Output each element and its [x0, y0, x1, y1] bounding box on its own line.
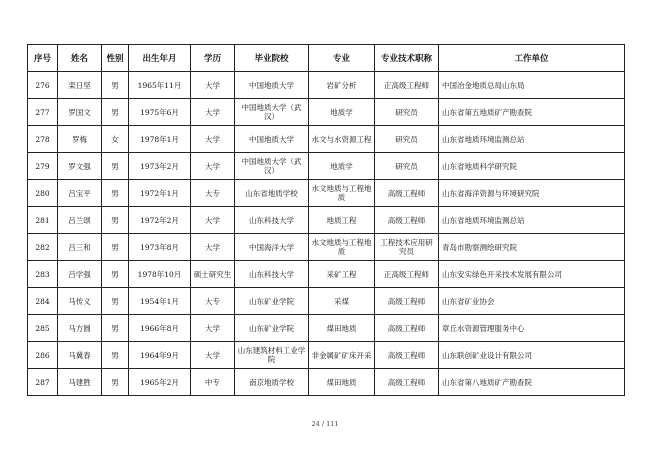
- cell-name: 栾日坚: [58, 72, 102, 99]
- cell-index: 283: [28, 261, 58, 288]
- cell-gender: 男: [102, 315, 129, 342]
- cell-name: 吕兰颂: [58, 207, 102, 234]
- cell-birth: 1954年1月: [129, 288, 191, 315]
- header-workplace: 工作单位: [439, 45, 625, 72]
- cell-name: 马传义: [58, 288, 102, 315]
- table-row: [28, 369, 625, 396]
- cell-index: 281: [28, 207, 58, 234]
- cell-index: 285: [28, 315, 58, 342]
- cell-school: 山东建筑材料工业学院: [235, 342, 309, 369]
- cell-gender: 男: [102, 369, 129, 396]
- cell-major: 采矿工程: [309, 261, 375, 288]
- cell-school: 中国地质大学（武汉）: [235, 99, 309, 126]
- cell-index: 282: [28, 234, 58, 261]
- cell-major: 岩矿分析: [309, 72, 375, 99]
- cell-gender: 男: [102, 153, 129, 180]
- cell-workplace: 山东省矿业协会: [439, 288, 625, 315]
- cell-birth: 1965年2月: [129, 369, 191, 396]
- cell-birth: 1975年6月: [129, 99, 191, 126]
- cell-title: 高级工程师: [375, 315, 439, 342]
- table-row: [28, 234, 625, 261]
- cell-name: 吕学强: [58, 261, 102, 288]
- cell-birth: 1972年1月: [129, 180, 191, 207]
- table-header-row: [28, 45, 625, 72]
- cell-name: 马方圆: [58, 315, 102, 342]
- cell-title: 高级工程师: [375, 369, 439, 396]
- cell-education: 大学: [191, 72, 235, 99]
- cell-education: 中专: [191, 369, 235, 396]
- cell-name: 马建胜: [58, 369, 102, 396]
- cell-workplace: 山东联创矿业设计有限公司: [439, 342, 625, 369]
- cell-school: 山东省地质学校: [235, 180, 309, 207]
- table-row: [28, 342, 625, 369]
- cell-workplace: 山东省第八地质矿产勘查院: [439, 369, 625, 396]
- cell-workplace: 山东省地质环境监测总站: [439, 126, 625, 153]
- cell-title: 研究员: [375, 99, 439, 126]
- table-row: [28, 180, 625, 207]
- cell-title: 高级工程师: [375, 180, 439, 207]
- cell-school: 中国海洋大学: [235, 234, 309, 261]
- cell-gender: 男: [102, 342, 129, 369]
- cell-name: 罗文强: [58, 153, 102, 180]
- table-row: [28, 315, 625, 342]
- cell-title: 高级工程师: [375, 342, 439, 369]
- personnel-table: [27, 44, 625, 396]
- cell-gender: 男: [102, 207, 129, 234]
- header-school: 毕业院校: [235, 45, 309, 72]
- cell-major: 水文与水资源工程: [309, 126, 375, 153]
- cell-workplace: 山东省地质科学研究院: [439, 153, 625, 180]
- cell-gender: 男: [102, 234, 129, 261]
- cell-school: 山东科技大学: [235, 207, 309, 234]
- cell-major: 地质学: [309, 153, 375, 180]
- cell-name: 吕宝平: [58, 180, 102, 207]
- cell-title: 正高级工程师: [375, 72, 439, 99]
- header-education: 学历: [191, 45, 235, 72]
- cell-title: 工程技术应用研究员: [375, 234, 439, 261]
- cell-index: 280: [28, 180, 58, 207]
- cell-major: 煤田地质: [309, 369, 375, 396]
- cell-title: 高级工程师: [375, 207, 439, 234]
- cell-gender: 男: [102, 261, 129, 288]
- cell-title: 正高级工程师: [375, 261, 439, 288]
- cell-education: 硕士研究生: [191, 261, 235, 288]
- cell-workplace: 山东省海洋资源与环境研究院: [439, 180, 625, 207]
- cell-title: 高级工程师: [375, 288, 439, 315]
- cell-gender: 男: [102, 288, 129, 315]
- cell-name: 马冀春: [58, 342, 102, 369]
- cell-workplace: 山东安实绿色开采技术发展有限公司: [439, 261, 625, 288]
- cell-index: 277: [28, 99, 58, 126]
- cell-major: 地质工程: [309, 207, 375, 234]
- cell-school: 中国地质大学: [235, 72, 309, 99]
- header-title: 专业技术职称: [375, 45, 439, 72]
- cell-birth: 1972年2月: [129, 207, 191, 234]
- table-row: [28, 126, 625, 153]
- cell-school: 山东科技大学: [235, 261, 309, 288]
- cell-index: 284: [28, 288, 58, 315]
- cell-birth: 1964年9月: [129, 342, 191, 369]
- cell-birth: 1965年11月: [129, 72, 191, 99]
- header-major: 专业: [309, 45, 375, 72]
- table-row: [28, 99, 625, 126]
- cell-index: 287: [28, 369, 58, 396]
- cell-workplace: 山东省第五地质矿产勘查院: [439, 99, 625, 126]
- cell-workplace: 山东省地质环境监测总站: [439, 207, 625, 234]
- cell-birth: 1978年1月: [129, 126, 191, 153]
- header-name: 姓名: [58, 45, 102, 72]
- table-row: [28, 72, 625, 99]
- cell-school: 中国地质大学（武汉）: [235, 153, 309, 180]
- table-body: [28, 72, 625, 396]
- cell-school: 山东矿业学院: [235, 288, 309, 315]
- cell-birth: 1973年8月: [129, 234, 191, 261]
- cell-index: 279: [28, 153, 58, 180]
- cell-school: 山东矿业学院: [235, 315, 309, 342]
- cell-gender: 女: [102, 126, 129, 153]
- cell-major: 水文地质与工程地质: [309, 180, 375, 207]
- header-birth: 出生年月: [129, 45, 191, 72]
- cell-education: 大学: [191, 234, 235, 261]
- cell-name: 罗国文: [58, 99, 102, 126]
- cell-education: 大学: [191, 126, 235, 153]
- cell-index: 278: [28, 126, 58, 153]
- table-row: [28, 261, 625, 288]
- table-row: [28, 288, 625, 315]
- cell-education: 大学: [191, 207, 235, 234]
- table-row: [28, 207, 625, 234]
- cell-workplace: 章丘水资源管理服务中心: [439, 315, 625, 342]
- cell-major: 采煤: [309, 288, 375, 315]
- header-gender: 性别: [102, 45, 129, 72]
- cell-education: 大专: [191, 180, 235, 207]
- cell-school: 南京地质学校: [235, 369, 309, 396]
- cell-workplace: 青岛市勘察测绘研究院: [439, 234, 625, 261]
- cell-workplace: 中国冶金地质总局山东局: [439, 72, 625, 99]
- cell-birth: 1978年10月: [129, 261, 191, 288]
- cell-education: 大专: [191, 288, 235, 315]
- cell-gender: 男: [102, 72, 129, 99]
- cell-major: 煤田地质: [309, 315, 375, 342]
- cell-name: 吕三和: [58, 234, 102, 261]
- cell-birth: 1966年8月: [129, 315, 191, 342]
- cell-index: 286: [28, 342, 58, 369]
- cell-education: 大学: [191, 153, 235, 180]
- cell-title: 研究员: [375, 153, 439, 180]
- cell-index: 276: [28, 72, 58, 99]
- cell-gender: 男: [102, 99, 129, 126]
- cell-school: 中国地质大学: [235, 126, 309, 153]
- cell-birth: 1973年2月: [129, 153, 191, 180]
- cell-education: 大学: [191, 99, 235, 126]
- cell-major: 地质学: [309, 99, 375, 126]
- table-row: [28, 153, 625, 180]
- cell-education: 大学: [191, 315, 235, 342]
- cell-education: 大学: [191, 342, 235, 369]
- cell-gender: 男: [102, 180, 129, 207]
- header-index: 序号: [28, 45, 58, 72]
- cell-major: 水文地质与工程地质: [309, 234, 375, 261]
- page-number: 24 / 111: [311, 420, 339, 428]
- cell-name: 罗梅: [58, 126, 102, 153]
- cell-title: 研究员: [375, 126, 439, 153]
- cell-major: 非金属矿矿床开采: [309, 342, 375, 369]
